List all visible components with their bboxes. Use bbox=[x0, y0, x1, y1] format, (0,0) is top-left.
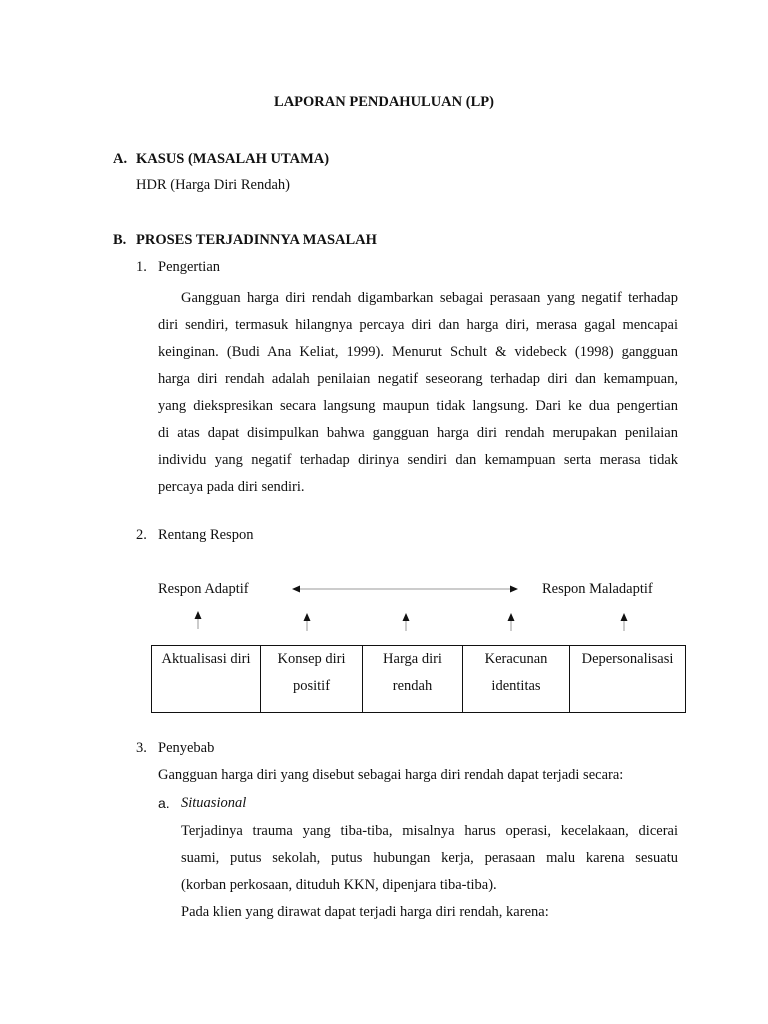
double-arrow-icon bbox=[290, 582, 520, 596]
up-arrow-icon bbox=[192, 610, 204, 630]
cell-text: Aktualisasi diri bbox=[161, 651, 251, 667]
section-a-content: HDR (Harga Diri Rendah) bbox=[136, 177, 290, 193]
paragraph-line: percaya pada diri sendiri. bbox=[158, 479, 305, 495]
paragraph-line: (korban perkosaan, dituduh KKN, dipenjara tiba-tiba). bbox=[181, 877, 497, 893]
up-arrow-icon bbox=[400, 612, 412, 632]
spectrum-cell bbox=[463, 646, 570, 713]
response-spectrum-table bbox=[151, 645, 686, 713]
cell-text: Keracunan bbox=[484, 651, 548, 667]
spectrum-cell bbox=[363, 646, 463, 713]
paragraph-line: Gangguan harga diri rendah digambarkan sebagai perasaan yang negatif terhadap bbox=[181, 290, 678, 306]
cell-text: rendah bbox=[392, 678, 433, 694]
paragraph-line: suami, putus sekolah, putus hubungan kerja, perasaan malu karena sesuatu bbox=[181, 850, 678, 866]
item3-number: 3. bbox=[136, 740, 147, 756]
item3-intro: Gangguan harga diri yang disebut sebagai harga diri rendah dapat terjadi secara: bbox=[158, 767, 624, 783]
up-arrow-icon bbox=[505, 612, 517, 632]
section-a-marker: A. bbox=[113, 151, 128, 167]
paragraph-line: keinginan. (Budi Ana Keliat, 1999). Menurut Schult & videbeck (1998) gangguan bbox=[158, 344, 678, 360]
section-b-marker: B. bbox=[113, 232, 127, 248]
section-a-heading: KASUS (MASALAH UTAMA) bbox=[136, 151, 330, 167]
paragraph-line: Pada klien yang dirawat dapat terjadi harga diri rendah, karena: bbox=[181, 904, 549, 920]
paragraph-line: harga diri rendah adalah penilaian negatif seseorang terhadap diri dan kemampuan, bbox=[158, 371, 678, 387]
paragraph-line: Terjadinya trauma yang tiba-tiba, misalnya harus operasi, kecelakaan, dicerai bbox=[181, 823, 678, 839]
sub-a-paragraph bbox=[181, 818, 678, 926]
item2-label: Rentang Respon bbox=[158, 527, 254, 543]
paragraph-line: diri sendiri, termasuk hilangnya percaya diri dan harga diri, merasa gagal mencapai bbox=[158, 317, 678, 333]
cell-text: Depersonalisasi bbox=[581, 651, 674, 667]
cell-text: identitas bbox=[491, 678, 541, 694]
paragraph-line: yang diekspresikan secara langsung maupun tidak langsung. Dari ke dua pengertian bbox=[158, 398, 678, 414]
paragraph-line: di atas dapat disimpulkan bahwa gangguan harga diri rendah merupakan penilaian bbox=[158, 425, 678, 441]
spectrum-cell bbox=[152, 646, 261, 713]
up-arrow-icon bbox=[301, 612, 313, 632]
item2-number: 2. bbox=[136, 527, 147, 543]
item1-label: Pengertian bbox=[158, 259, 221, 275]
spectrum-cell bbox=[261, 646, 363, 713]
cell-text: Konsep diri bbox=[277, 651, 346, 667]
item1-number: 1. bbox=[136, 259, 147, 275]
page-title: LAPORAN PENDAHULUAN (LP) bbox=[274, 94, 494, 110]
up-arrow-icon bbox=[618, 612, 630, 632]
item1-paragraph bbox=[158, 285, 678, 501]
section-b-heading: PROSES TERJADINNYA MASALAH bbox=[136, 232, 377, 248]
cell-text: Harga diri bbox=[383, 651, 442, 667]
paragraph-line: individu yang negatif terhadap dirinya sendiri dan kemampuan serta merasa tidak bbox=[158, 452, 678, 468]
cell-text: positif bbox=[292, 678, 331, 694]
sub-a-label: Situasional bbox=[181, 795, 247, 811]
response-adaptive-label: Respon Adaptif bbox=[158, 581, 249, 597]
response-maladaptive-label: Respon Maladaptif bbox=[542, 581, 653, 597]
item3-label: Penyebab bbox=[158, 740, 215, 756]
spectrum-cell bbox=[570, 646, 686, 713]
sub-a-marker: a. bbox=[158, 795, 170, 811]
